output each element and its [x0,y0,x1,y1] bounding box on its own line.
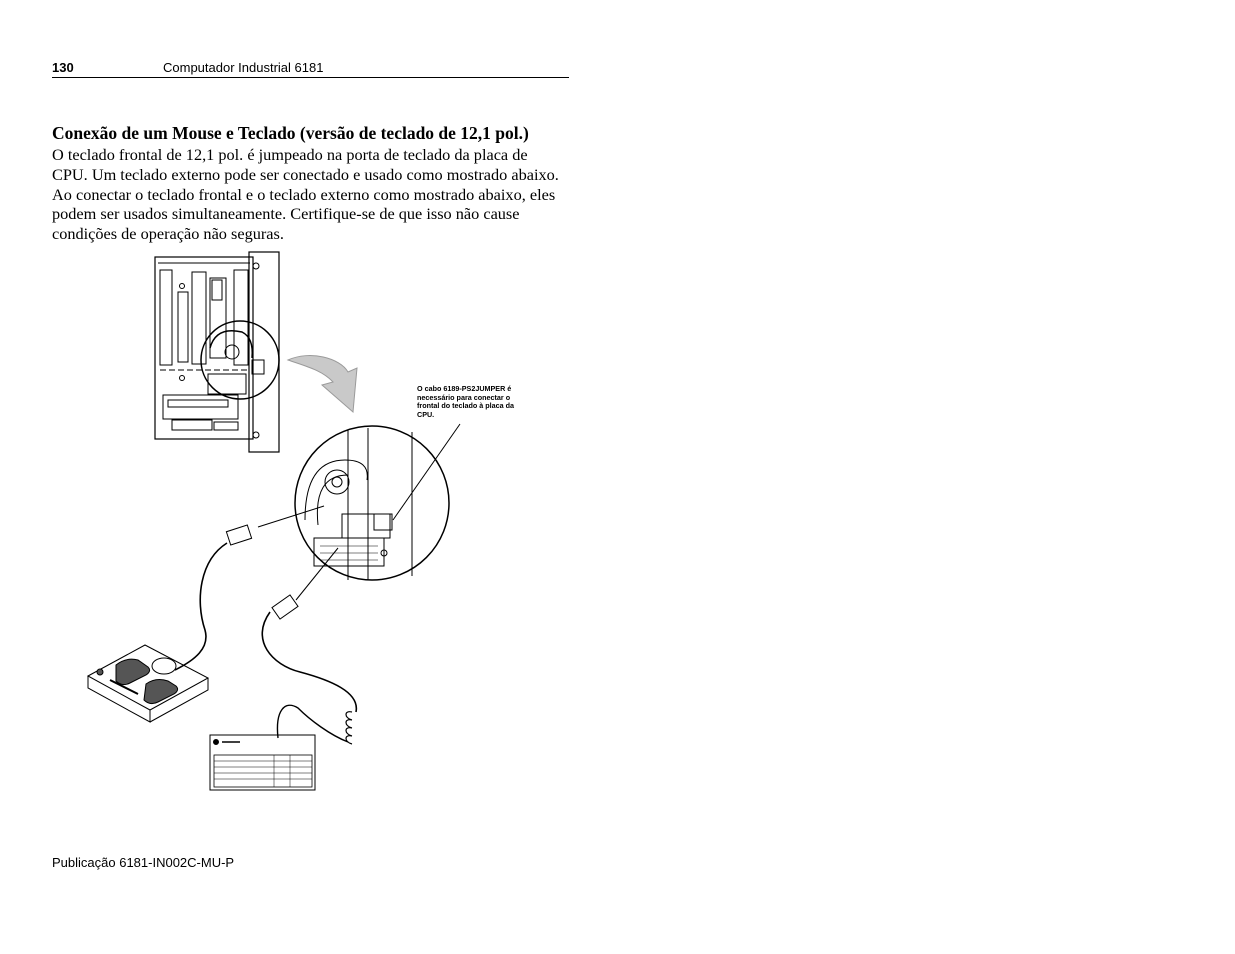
page-number: 130 [52,60,74,75]
section-title: Conexão de um Mouse e Teclado (versão de teclado de 12,1 pol.) [52,123,529,143]
running-title: Computador Industrial 6181 [163,60,324,75]
keyboard-cable [262,548,356,744]
publication-footer: Publicação 6181-IN002C-MU-P [52,855,235,870]
computer-rear-panel [155,252,279,452]
zoom-detail [295,426,449,580]
section-body: O teclado frontal de 12,1 pol. é jumpeado na porta de teclado da placa de CPU. Um teclado externo pode ser conectado e usado como mostrado abaixo. Ao conectar o teclado frontal e o teclado externo como mostrado abaixo, eles podem ser usados simultaneamente. Certifique-se de que isso não cause condições de operação não seguras. [52,145,559,244]
mouse-cable [175,506,324,670]
header-rule [52,77,569,78]
keyboard [210,735,315,790]
trackball-mouse [88,645,208,722]
callout-leader [393,424,460,520]
zoom-arrow [288,356,357,412]
cable-callout: O cabo 6189-PS2JUMPER é necessário para conectar o frontal do teclado à placa da CPU. [417,384,515,419]
connection-diagram [80,250,540,795]
